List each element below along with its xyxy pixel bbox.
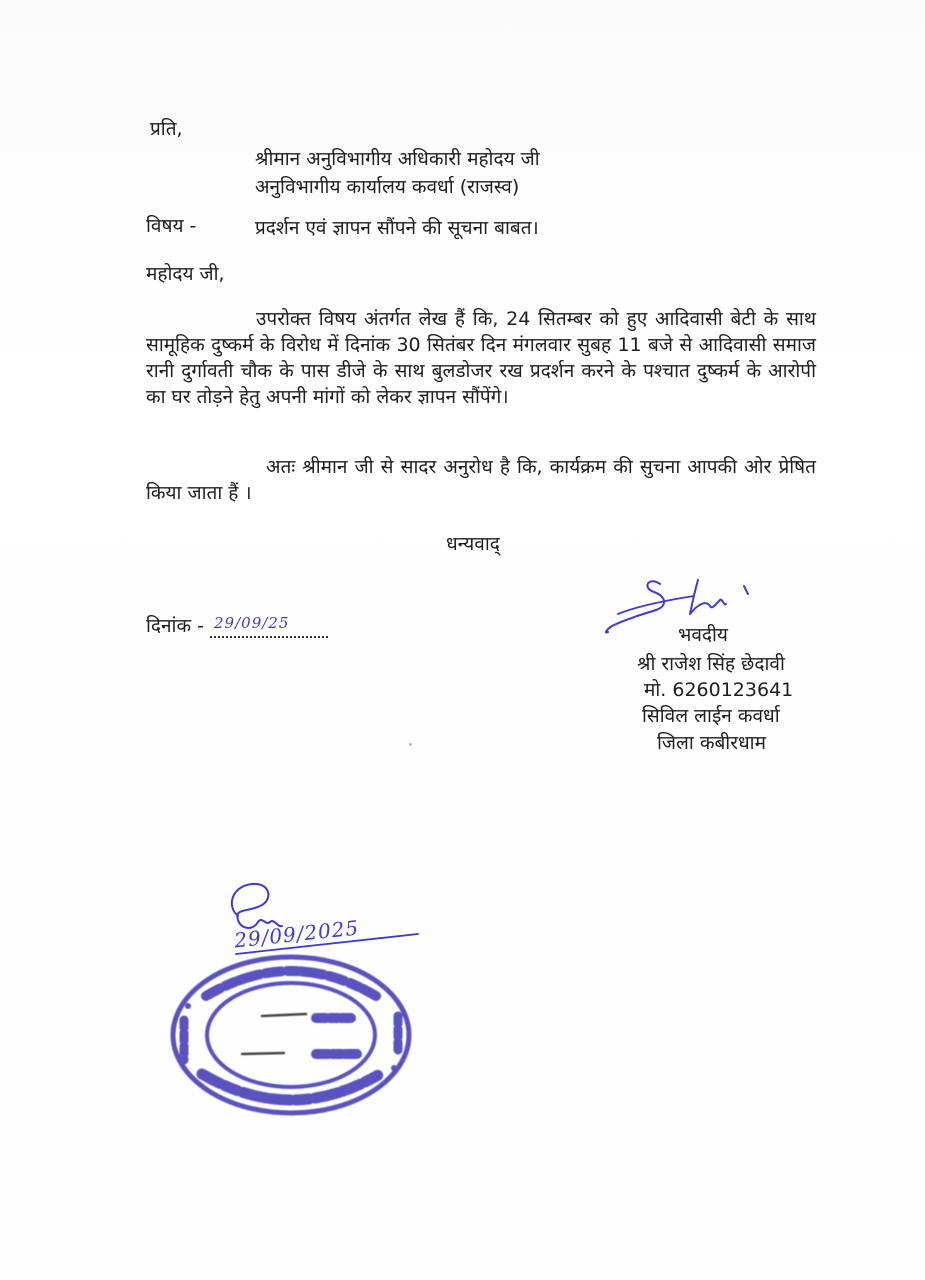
paper-speck xyxy=(409,743,412,746)
subject-text: प्रदर्शन एवं ज्ञापन सौंपने की सूचना बाबत। xyxy=(255,217,539,239)
closing: भवदीय xyxy=(678,624,728,646)
date-handwritten: 29/09/25 xyxy=(214,614,290,632)
sender-name: श्री राजेश सिंह छेदावी xyxy=(637,653,785,675)
salutation-to: प्रति, xyxy=(150,118,183,140)
thanks: धन्यवाद् xyxy=(446,533,500,555)
recipient-line-2: अनुविभागीय कार्यालय कवर्धा (राजस्व) xyxy=(255,176,520,198)
date-label: दिनांक - xyxy=(146,615,204,637)
date-dotted-line xyxy=(210,616,328,638)
body-paragraph-1: उपरोक्त विषय अंतर्गत लेख हैं कि, 24 सितम्बर को हुए आदिवासी बेटी के साथ सामूहिक दुष्कर्म के विरोध में दिनांक 30 सितंबर दिन मंगलवार सुबह 11 बजे से आदिवासी समाज रानी दुर्गावती चौक के पास डीजे के साथ बुलडोजर रख प्रदर्शन करने के पश्चात दुष्कर्म के आरोपी का घर तोड़ने हेतु अपनी मांगों को लेकर ज्ञापन सौंपेंगे। xyxy=(146,308,816,408)
body-paragraph-2: अतः श्रीमान जी से सादर अनुरोध है कि, कार्यक्रम की सुचना आपकी ओर प्रेषित किया जाता हैं । xyxy=(146,456,816,504)
subject-label: विषय - xyxy=(146,215,197,237)
greeting: महोदय जी, xyxy=(146,263,225,285)
recipient-line-1: श्रीमान अनुविभागीय अधिकारी महोदय जी xyxy=(255,148,540,170)
receipt-date: 29/09/2025 xyxy=(233,915,361,953)
sender-district: जिला कबीरधाम xyxy=(657,732,766,754)
date-row xyxy=(146,614,328,638)
sender-mobile: मो. 6260123641 xyxy=(644,679,794,701)
official-seal-stamp-icon xyxy=(166,950,416,1120)
sender-address: सिविल लाईन कवर्धा xyxy=(642,705,780,727)
